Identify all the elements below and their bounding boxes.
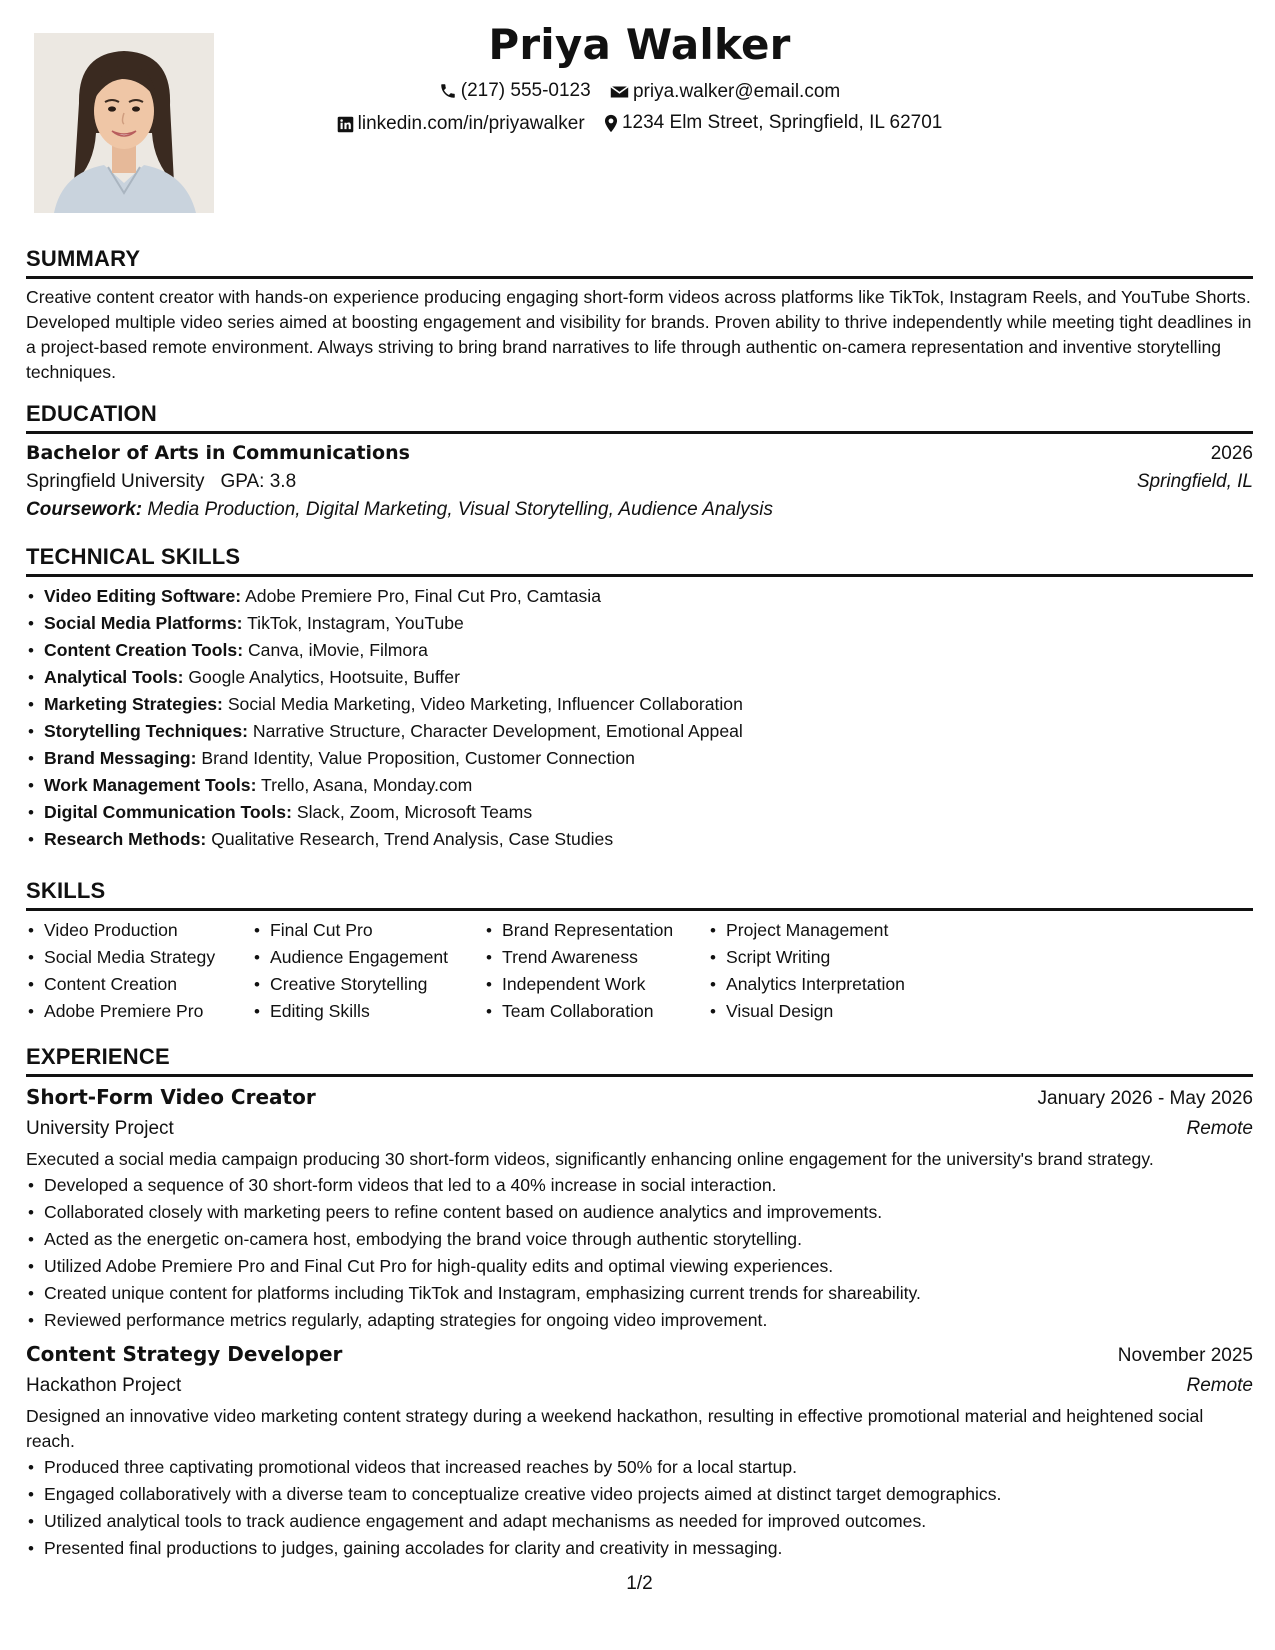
address-contact [604, 112, 942, 134]
skill-value: Adobe Premiere Pro, Final Cut Pro, Camtasia [245, 586, 601, 606]
school-location: Springfield, IL [1136, 471, 1253, 492]
job-bullets [26, 1454, 1253, 1562]
job-entry [26, 1342, 1253, 1562]
skill-label: Work Management Tools: [44, 775, 257, 795]
list-item: • Acted as the energetic on-camera host, embodying the brand voice through authentic storytelling. [44, 1226, 1253, 1253]
skill-value: Brand Identity, Value Proposition, Customer Connection [201, 748, 635, 768]
list-item: • Social Media Strategy [44, 944, 252, 971]
job-org: Hackathon Project [26, 1375, 182, 1396]
list-item: • Script Writing [726, 944, 966, 971]
list-item: • Trend Awareness [502, 944, 708, 971]
list-item: • Collaborated closely with marketing peers to refine content based on audience analytics and improvements. [44, 1199, 1253, 1226]
list-item: • Utilized analytical tools to track audience engagement and adapt mechanisms as needed for improved outcomes. [44, 1508, 1253, 1535]
experience-section [26, 1044, 1253, 1562]
section-title-summary: SUMMARY [26, 246, 1253, 279]
job-org: University Project [26, 1118, 174, 1139]
job-location: Remote [1186, 1375, 1253, 1396]
list-item [44, 718, 1253, 745]
list-item [44, 664, 1253, 691]
list-item: • Editing Skills [270, 998, 484, 1025]
job-description: Executed a social media campaign producing 30 short-form videos, significantly enhancing online engagement for the university's brand strategy. [26, 1149, 1154, 1169]
skill-value: Google Analytics, Hootsuite, Buffer [188, 667, 460, 687]
phone-text: (217) 555-0123 [460, 80, 591, 101]
education-row-2 [26, 471, 1253, 493]
skill-label: Storytelling Techniques: [44, 721, 248, 741]
job-description: Designed an innovative video marketing content strategy during a weekend hackathon, resulting in effective promotional material and heightened social reach. [26, 1406, 1204, 1451]
list-item: • Utilized Adobe Premiere Pro and Final Cut Pro for high-quality edits and optimal viewing experiences. [44, 1253, 1253, 1280]
skill-label: Brand Messaging: [44, 748, 197, 768]
technical-skills-list [26, 583, 1253, 853]
list-item [44, 745, 1253, 772]
skill-value: Narrative Structure, Character Development, Emotional Appeal [252, 721, 743, 741]
list-item: • Final Cut Pro [270, 917, 484, 944]
resume-page [26, 0, 1253, 1650]
skill-value: Qualitative Research, Trend Analysis, Case Studies [211, 829, 614, 849]
job-title: Short-Form Video Creator [26, 1085, 316, 1109]
list-item: • Audience Engagement [270, 944, 484, 971]
skills-column-1 [26, 917, 252, 1025]
email-contact[interactable] [610, 81, 840, 103]
contact-line-2 [26, 112, 1253, 139]
skill-value: Canva, iMovie, Filmora [247, 640, 428, 660]
list-item [44, 583, 1253, 610]
list-item [44, 826, 1253, 853]
technical-skills-section [26, 544, 1253, 853]
education-row-1 [26, 442, 1253, 465]
address-text: 1234 Elm Street, Springfield, IL 62701 [621, 112, 943, 133]
phone-icon [439, 82, 457, 100]
list-item [44, 691, 1253, 718]
graduation-year: 2026 [1210, 443, 1253, 464]
skill-label: Digital Communication Tools: [44, 802, 292, 822]
section-title-skills: SKILLS [26, 878, 1253, 911]
summary-text: Creative content creator with hands-on experience producing engaging short-form videos across platforms like TikTok, Instagram Reels, and YouTube Shorts. Developed multiple video series aimed at boosting engagement and visibility for brands. Proven ability to thrive independently while meeting tight deadlines in a project-based remote environment. Always striving to bring brand narratives to life through authentic on-camera representation and inventive storytelling techniques. [26, 287, 1252, 382]
school-line [26, 471, 296, 493]
list-item: • Content Creation [44, 971, 252, 998]
coursework-label: Coursework: [26, 499, 143, 520]
job-subheader [26, 1375, 1253, 1397]
degree-title: Bachelor of Arts in Communications [26, 442, 410, 464]
skill-label: Analytical Tools: [44, 667, 184, 687]
page-number: 1/2 [626, 1573, 653, 1594]
skill-value: Social Media Marketing, Video Marketing, Influencer Collaboration [227, 694, 743, 714]
candidate-name: Priya Walker [488, 20, 791, 69]
email-text: priya.walker@email.com [632, 81, 841, 102]
list-item: • Analytics Interpretation [726, 971, 966, 998]
list-item: • Creative Storytelling [270, 971, 484, 998]
list-item: • Presented final productions to judges, gaining accolades for clarity and creativity in messaging. [44, 1535, 1253, 1562]
list-item: • Created unique content for platforms including TikTok and Instagram, emphasizing current trends for shareability. [44, 1280, 1253, 1307]
skill-label: Content Creation Tools: [44, 640, 244, 660]
skills-column-2 [252, 917, 484, 1025]
list-item: • Developed a sequence of 30 short-form videos that led to a 40% increase in social interaction. [44, 1172, 1253, 1199]
skill-label: Video Editing Software: [44, 586, 242, 606]
list-item [44, 772, 1253, 799]
list-item: • Project Management [726, 917, 966, 944]
job-title: Content Strategy Developer [26, 1342, 343, 1366]
list-item: • Produced three captivating promotional videos that increased reaches by 50% for a local startup. [44, 1454, 1253, 1481]
envelope-icon [610, 84, 629, 100]
skill-value: Slack, Zoom, Microsoft Teams [296, 802, 533, 822]
job-header [26, 1085, 1253, 1110]
skills-grid [26, 917, 1253, 1025]
section-title-technical-skills: TECHNICAL SKILLS [26, 544, 1253, 577]
job-entry [26, 1085, 1253, 1334]
list-item: • Reviewed performance metrics regularly, adapting strategies for ongoing video improvement. [44, 1307, 1253, 1334]
skills-column-3 [484, 917, 708, 1025]
contact-line-1 [26, 80, 1253, 106]
list-item: • Team Collaboration [502, 998, 708, 1025]
education-section [26, 401, 1253, 521]
job-location: Remote [1186, 1118, 1253, 1139]
list-item [44, 799, 1253, 826]
job-subheader [26, 1118, 1253, 1140]
skill-label: Social Media Platforms: [44, 613, 243, 633]
linkedin-icon [337, 116, 354, 133]
gpa: GPA: 3.8 [220, 471, 297, 492]
map-pin-icon [604, 114, 618, 133]
coursework-line [26, 499, 1253, 521]
list-item: • Visual Design [726, 998, 966, 1025]
section-title-education: EDUCATION [26, 401, 1253, 434]
linkedin-text: linkedin.com/in/priyawalker [357, 113, 585, 134]
school-name: Springfield University [26, 471, 205, 492]
summary-section [26, 246, 1253, 385]
list-item: • Brand Representation [502, 917, 708, 944]
skill-value: TikTok, Instagram, YouTube [247, 613, 464, 633]
job-header [26, 1342, 1253, 1367]
coursework-list: Media Production, Digital Marketing, Visual Storytelling, Audience Analysis [147, 499, 773, 520]
job-bullets [26, 1172, 1253, 1334]
skills-column-4 [708, 917, 966, 1025]
phone-contact[interactable] [439, 80, 591, 102]
list-item: • Engaged collaboratively with a diverse team to conceptualize creative video projects aimed at distinct target demographics. [44, 1481, 1253, 1508]
list-item [44, 637, 1253, 664]
list-item: • Video Production [44, 917, 252, 944]
section-title-experience: EXPERIENCE [26, 1044, 1253, 1077]
job-dates: January 2026 - May 2026 [1037, 1088, 1253, 1109]
linkedin-contact[interactable] [337, 113, 585, 135]
list-item [44, 610, 1253, 637]
skill-value: Trello, Asana, Monday.com [261, 775, 473, 795]
skill-label: Research Methods: [44, 829, 207, 849]
list-item: • Independent Work [502, 971, 708, 998]
skill-label: Marketing Strategies: [44, 694, 223, 714]
list-item: • Adobe Premiere Pro [44, 998, 252, 1025]
job-dates: November 2025 [1117, 1345, 1253, 1366]
skills-section [26, 878, 1253, 1025]
